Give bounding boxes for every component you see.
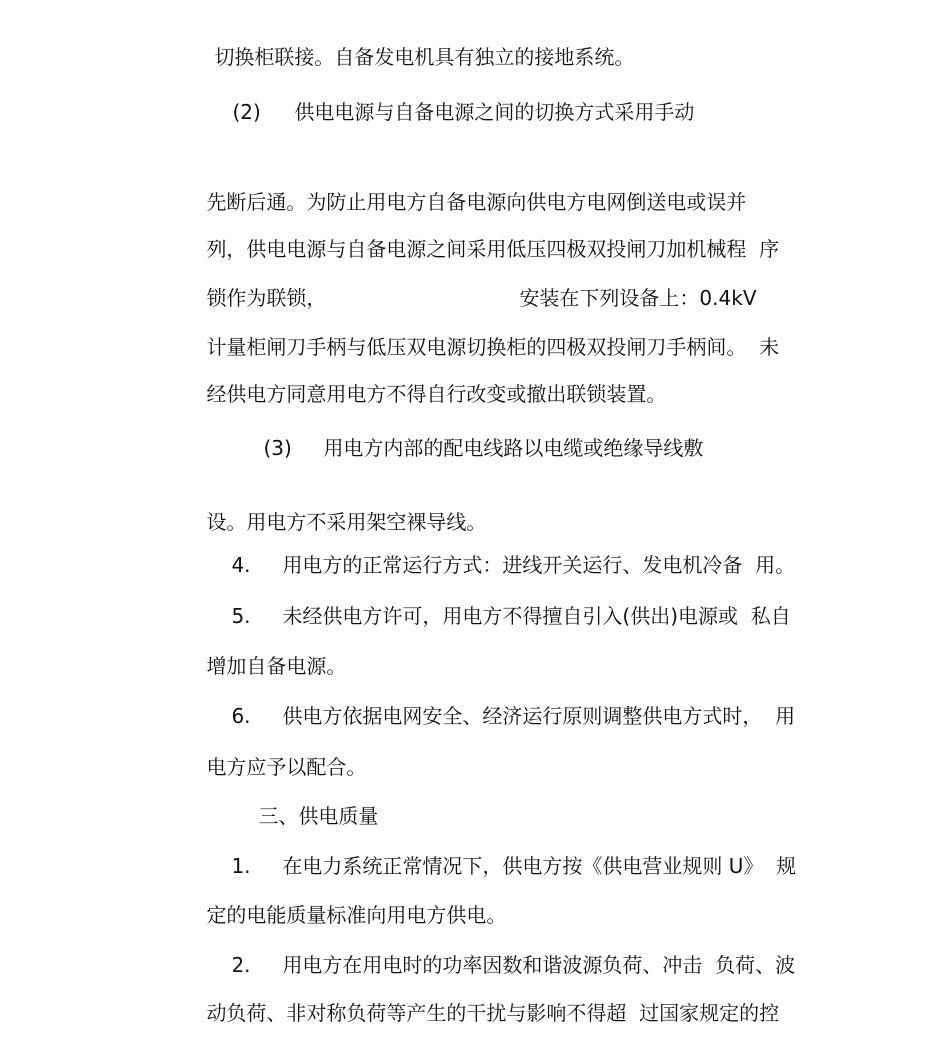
line-text: 设。用电方不采用架空裸导线。: [206, 510, 487, 534]
line-text: 用电方在用电时的功率因数和谐波源负荷、冲击 负荷、波: [282, 953, 796, 977]
line-text: 计量柜闸刀手柄与低压双电源切换柜的四极双投闸刀手柄间。 未: [206, 335, 780, 359]
item-number: (3): [263, 436, 292, 460]
item-number: 2.: [231, 953, 251, 977]
line-text: 动负荷、非对称负荷等产生的干扰与影响不得超 过国家规定的控: [206, 1001, 780, 1025]
line-text: 增加自备电源。: [206, 654, 347, 678]
line-text: 用电方内部的配电线路以电缆或绝缘导线敷: [323, 436, 704, 460]
numbered-line: [238, 412, 703, 484]
line-text: 未经供电方许可，用电方不得擅自引入(供出)电源或 私自: [282, 604, 791, 628]
line-text: 经供电方同意用电方不得自行改变或撤出联锁装置。: [206, 382, 667, 406]
item-number: 5.: [231, 604, 251, 628]
item-number: 1.: [231, 854, 251, 878]
item-number: 4.: [231, 553, 251, 577]
line-text: 用电方的正常运行方式：进线开关运行、发电机冷备 用。: [282, 553, 796, 577]
line-text: 三、供电质量: [258, 804, 379, 828]
line-text: 供电方依据电网安全、经济运行原则调整供电方式时， 用: [282, 704, 796, 728]
line-text: 定的电能质量标准向用电方供电。: [206, 903, 507, 927]
numbered-line: [207, 76, 694, 148]
line-text: 先断后通。为防止用电方自备电源向供电方电网倒送电或误并: [206, 190, 747, 214]
line-text: 列，供电电源与自备电源之间采用低压四极双投闸刀加机械程 序: [206, 237, 780, 261]
line-text: 电方应予以配合。: [206, 755, 367, 779]
item-number: 6.: [231, 704, 251, 728]
line-text: 安装在下列设备上：0.4kV: [519, 286, 757, 310]
line-text: 锁作为联锁，: [206, 286, 327, 310]
line-text: 切换柜联接。自备发电机具有独立的接地系统。: [214, 45, 635, 69]
line-text: 在电力系统正常情况下，供电方按《供电营业规则 U》 规: [282, 854, 797, 878]
item-number: (2): [232, 100, 261, 124]
line-text: 供电电源与自备电源之间的切换方式采用手动: [294, 100, 695, 124]
text-line: [181, 977, 779, 1049]
